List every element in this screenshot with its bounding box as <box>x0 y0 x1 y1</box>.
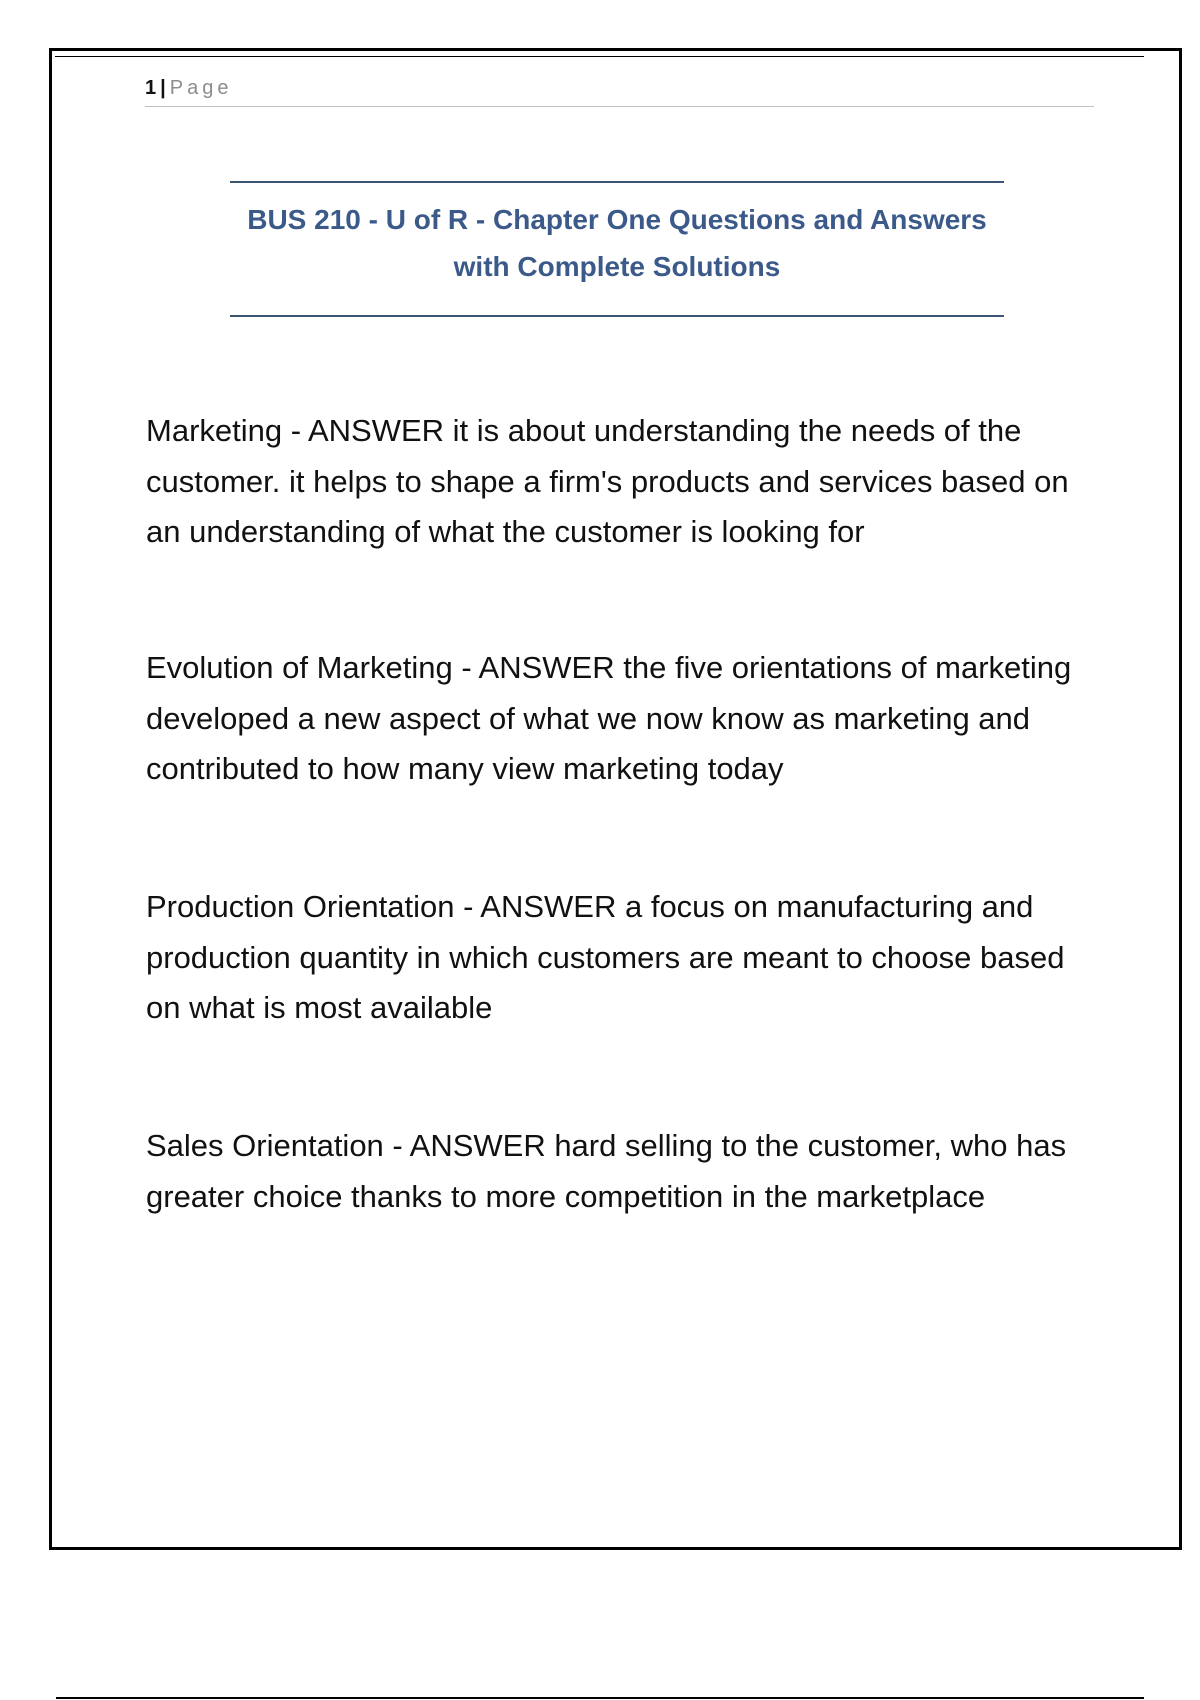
qa-entry-sales-orientation: Sales Orientation - ANSWER hard selling to the customer, who has greater choice thanks to more competition in the marketplace <box>146 1128 1067 1214</box>
page-label: Page <box>169 77 233 99</box>
qa-entry-evolution-of-marketing: Evolution of Marketing - ANSWER the five orientations of marketing developed a new aspect of what we now know as marketing and contributed to how many view marketing today <box>146 650 1072 786</box>
title-rule-top <box>230 181 1004 183</box>
qa-entry-marketing: Marketing - ANSWER it is about understanding the needs of the customer. it helps to shape a firm's products and services based on an understanding of what the customer is looking for <box>146 413 1069 549</box>
document-title <box>230 196 1004 290</box>
page-header <box>145 74 1094 107</box>
frame-top-rule <box>55 56 1144 57</box>
title-rule-bottom <box>230 315 1004 317</box>
qa-entry-production-orientation: Production Orientation - ANSWER a focus on manufacturing and production quantity in which customers are meant to choose based on what is most available <box>146 889 1065 1025</box>
page-number: 1 <box>145 77 157 99</box>
document-title-line-1: BUS 210 - U of R - Chapter One Questions and Answers <box>247 204 987 235</box>
next-page-top-rule <box>56 1697 1144 1699</box>
document-title-line-2: with Complete Solutions <box>453 251 781 282</box>
page-separator: | <box>160 77 166 99</box>
